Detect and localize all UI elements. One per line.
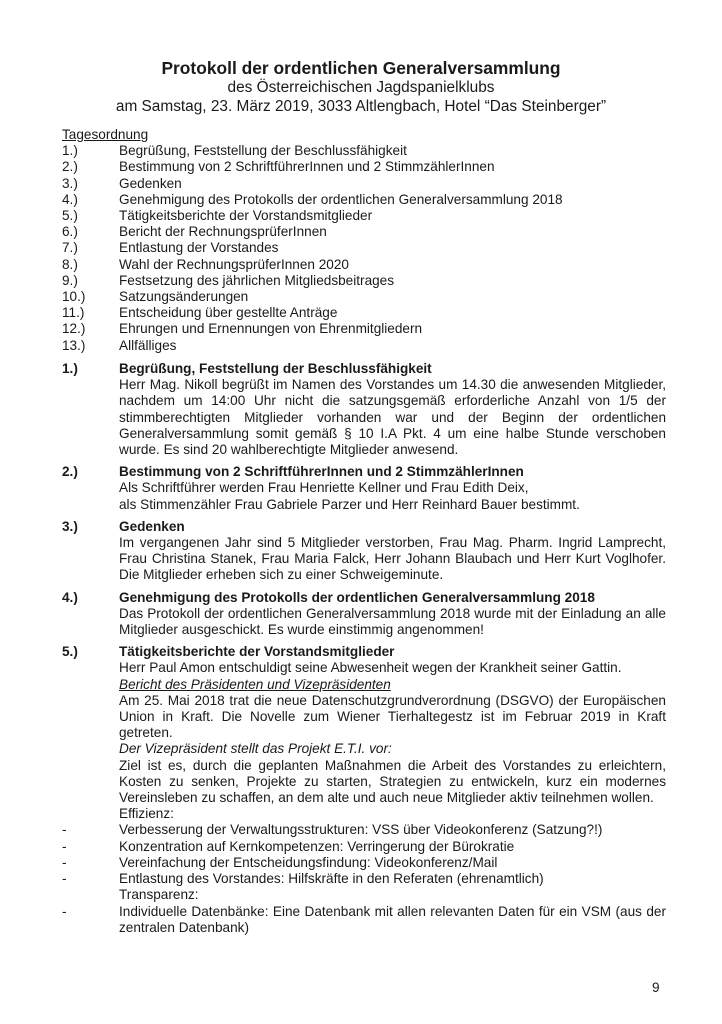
subheading-eti-project: Der Vizepräsident stellt das Projekt E.T.I. vor:: [119, 741, 392, 757]
section-text: als Stimmenzähler Frau Gabriele Parzer und Herr Reinhard Bauer bestimmt.: [119, 496, 580, 512]
document-header: [0, 58, 722, 116]
agenda-item-number: 5.): [62, 208, 78, 224]
agenda-item-text: Satzungsänderungen: [119, 289, 249, 305]
agenda-item-number: 13.): [62, 337, 86, 353]
agenda-item: [62, 224, 662, 240]
section-text: Am 25. Mai 2018 trat die neue Datenschutzgrundverordnung (DSGVO) der Europäischen Union in Kraft. Die Novelle zum Wiener Tierhaltegestz ist im Februar 2019 in Kraft getreten.: [119, 692, 666, 741]
agenda-item-text: Entlastung der Vorstandes: [119, 240, 279, 256]
agenda-item: [62, 289, 662, 305]
bullet-item: - Verbesserung der Verwaltungsstrukturen: VSS über Videokonferenz (Satzung?!): [62, 822, 603, 838]
section-activity-reports: [62, 644, 666, 936]
section-number: 2.): [62, 464, 78, 480]
agenda-item: [62, 159, 662, 175]
agenda-item: [62, 143, 662, 159]
dash-bullet-icon: -: [62, 822, 67, 838]
agenda-item-text: Ehrungen und Ernennungen von Ehrenmitgliedern: [119, 321, 423, 337]
agenda-item-number: 8.): [62, 256, 78, 272]
agenda-heading: Tagesordnung: [62, 127, 149, 142]
agenda-item: [62, 305, 662, 321]
agenda-item: [62, 321, 662, 337]
agenda-item-text: Gedenken: [119, 175, 182, 191]
agenda-item-text: Begrüßung, Feststellung der Beschlussfähigkeit: [119, 143, 407, 159]
section-title: Tätigkeitsberichte der Vorstandsmitglieder: [119, 644, 395, 660]
agenda-item-number: 2.): [62, 159, 78, 175]
bullet-item: - Individuelle Datenbänke: Eine Datenbank mit allen relevanten Daten für ein VSM (aus der zentralen Datenbank): [62, 903, 666, 935]
agenda-item-text: Festsetzung des jährlichen Mitgliedsbeitrages: [119, 272, 395, 288]
agenda-item: [62, 240, 662, 256]
document-title: Protokoll der ordentlichen Generalversammlung: [161, 58, 561, 78]
dash-bullet-icon: -: [62, 854, 67, 870]
section-number: 5.): [62, 644, 78, 660]
section-number: 1.): [62, 361, 78, 376]
dash-bullet-icon: -: [62, 838, 67, 854]
agenda-item-text: Bericht der RechnungsprüferInnen: [119, 224, 327, 240]
section-greeting: [62, 361, 666, 458]
minutes-sections: [62, 361, 666, 942]
agenda-item: [62, 257, 662, 273]
agenda-item: [62, 338, 662, 354]
agenda-item-number: 9.): [62, 272, 78, 288]
section-number: 4.): [62, 589, 78, 605]
agenda-item: [62, 273, 662, 289]
agenda-item: [62, 176, 662, 192]
section-text: Das Protokoll der ordentlichen Generalversammlung 2018 wurde mit der Einladung an alle Mitglieder ausgeschickt. Es wurde einstimmig angenommen!: [119, 605, 666, 638]
section-title: Genehmigung des Protokolls der ordentlichen Generalversammlung 2018: [119, 589, 595, 605]
dash-bullet-icon: -: [62, 903, 67, 919]
label-transparency: Transparenz:: [119, 887, 199, 903]
agenda-item-text: Bestimmung von 2 SchriftführerInnen und 2 StimmzählerInnen: [119, 159, 495, 175]
bullet-item: - Entlastung des Vorstandes: Hilfskräfte in den Referaten (ehrenamtlich): [62, 871, 544, 887]
agenda-item-text: Wahl der RechnungsprüferInnen 2020: [119, 256, 349, 272]
section-number: 3.): [62, 518, 78, 534]
section-title: Begrüßung, Feststellung der Beschlussfähigkeit: [119, 361, 432, 376]
bullet-item: - Konzentration auf Kernkompetenzen: Verringerung der Bürokratie: [62, 838, 515, 854]
document-subtitle-club: des Österreichischen Jagdspanielklubs: [227, 79, 495, 96]
section-text: Als Schriftführer werden Frau Henriette Kellner und Frau Edith Deix,: [119, 480, 529, 496]
agenda-item-number: 6.): [62, 224, 78, 240]
section-title: Bestimmung von 2 SchriftführerInnen und 2 StimmzählerInnen: [119, 464, 524, 480]
page-number: 9: [652, 980, 660, 995]
dash-bullet-icon: -: [62, 871, 67, 887]
subheading-president-report: Bericht des Präsidenten und Vizepräsidenten: [119, 676, 391, 692]
section-approval: [62, 590, 666, 639]
agenda-item-text: Tätigkeitsberichte der Vorstandsmitglieder: [119, 208, 373, 224]
agenda-item-text: Genehmigung des Protokolls der ordentlichen Generalversammlung 2018: [119, 191, 563, 207]
section-text: Im vergangenen Jahr sind 5 Mitglieder verstorben, Frau Mag. Pharm. Ingrid Lamprecht, Frau Christina Stanek, Frau Maria Falck, Herr Johann Blaubach und Herr Kurt Voglhofer. Die Mitglieder erheben sich zu einer Schweigeminute.: [119, 535, 666, 583]
agenda-item-number: 11.): [62, 305, 85, 321]
agenda-item: [62, 192, 662, 208]
section-secretaries: [62, 464, 666, 513]
agenda-item-number: 7.): [62, 240, 78, 256]
agenda-item: [62, 208, 662, 224]
agenda-item-text: Allfälliges: [119, 337, 177, 353]
agenda: [62, 127, 662, 354]
agenda-item-number: 4.): [62, 191, 78, 207]
section-remembrance: [62, 519, 666, 584]
section-text: Herr Paul Amon entschuldigt seine Abwesenheit wegen der Krankheit seiner Gattin.: [119, 660, 622, 676]
agenda-item-number: 12.): [62, 321, 86, 337]
bullet-item: - Vereinfachung der Entscheidungsfindung: Videokonferenz/Mail: [62, 854, 498, 870]
section-text: Ziel ist es, durch die geplanten Maßnahmen die Arbeit des Vorstandes zu erleichtern, Kosten zu senken, Projekte zu starten, Strategien zu entwickeln, kurz ein modernes Vereinsleben zu schaffen, an dem alte und auch neue Mitglieder aktiv teilnehmen wollen.: [119, 757, 666, 806]
agenda-item-text: Entscheidung über gestellte Anträge: [119, 305, 338, 321]
agenda-item-number: 10.): [62, 289, 86, 305]
document-subtitle-date-location: am Samstag, 23. März 2019, 3033 Altlengbach, Hotel “Das Steinberger”: [115, 98, 607, 115]
label-efficiency: Effizienz:: [119, 806, 174, 822]
section-text: Herr Mag. Nikoll begrüßt im Namen des Vorstandes um 14.30 die anwesenden Mitglieder, nachdem um 14:00 Uhr nicht die satzungsgemäß erforderliche Anzahl von 1/5 der stimmberechtigten Mitglieder vorhanden war und der Beginn der ordentlichen Generalversammlung somit gemäß § 10 I.A Pkt. 4 um eine halbe Stunde verschoben wurde. Es sind 20 wahlberechtigte Mitglieder anwesend.: [119, 377, 666, 458]
agenda-item-number: 1.): [62, 143, 78, 159]
section-title: Gedenken: [119, 518, 185, 534]
agenda-item-number: 3.): [62, 175, 78, 191]
